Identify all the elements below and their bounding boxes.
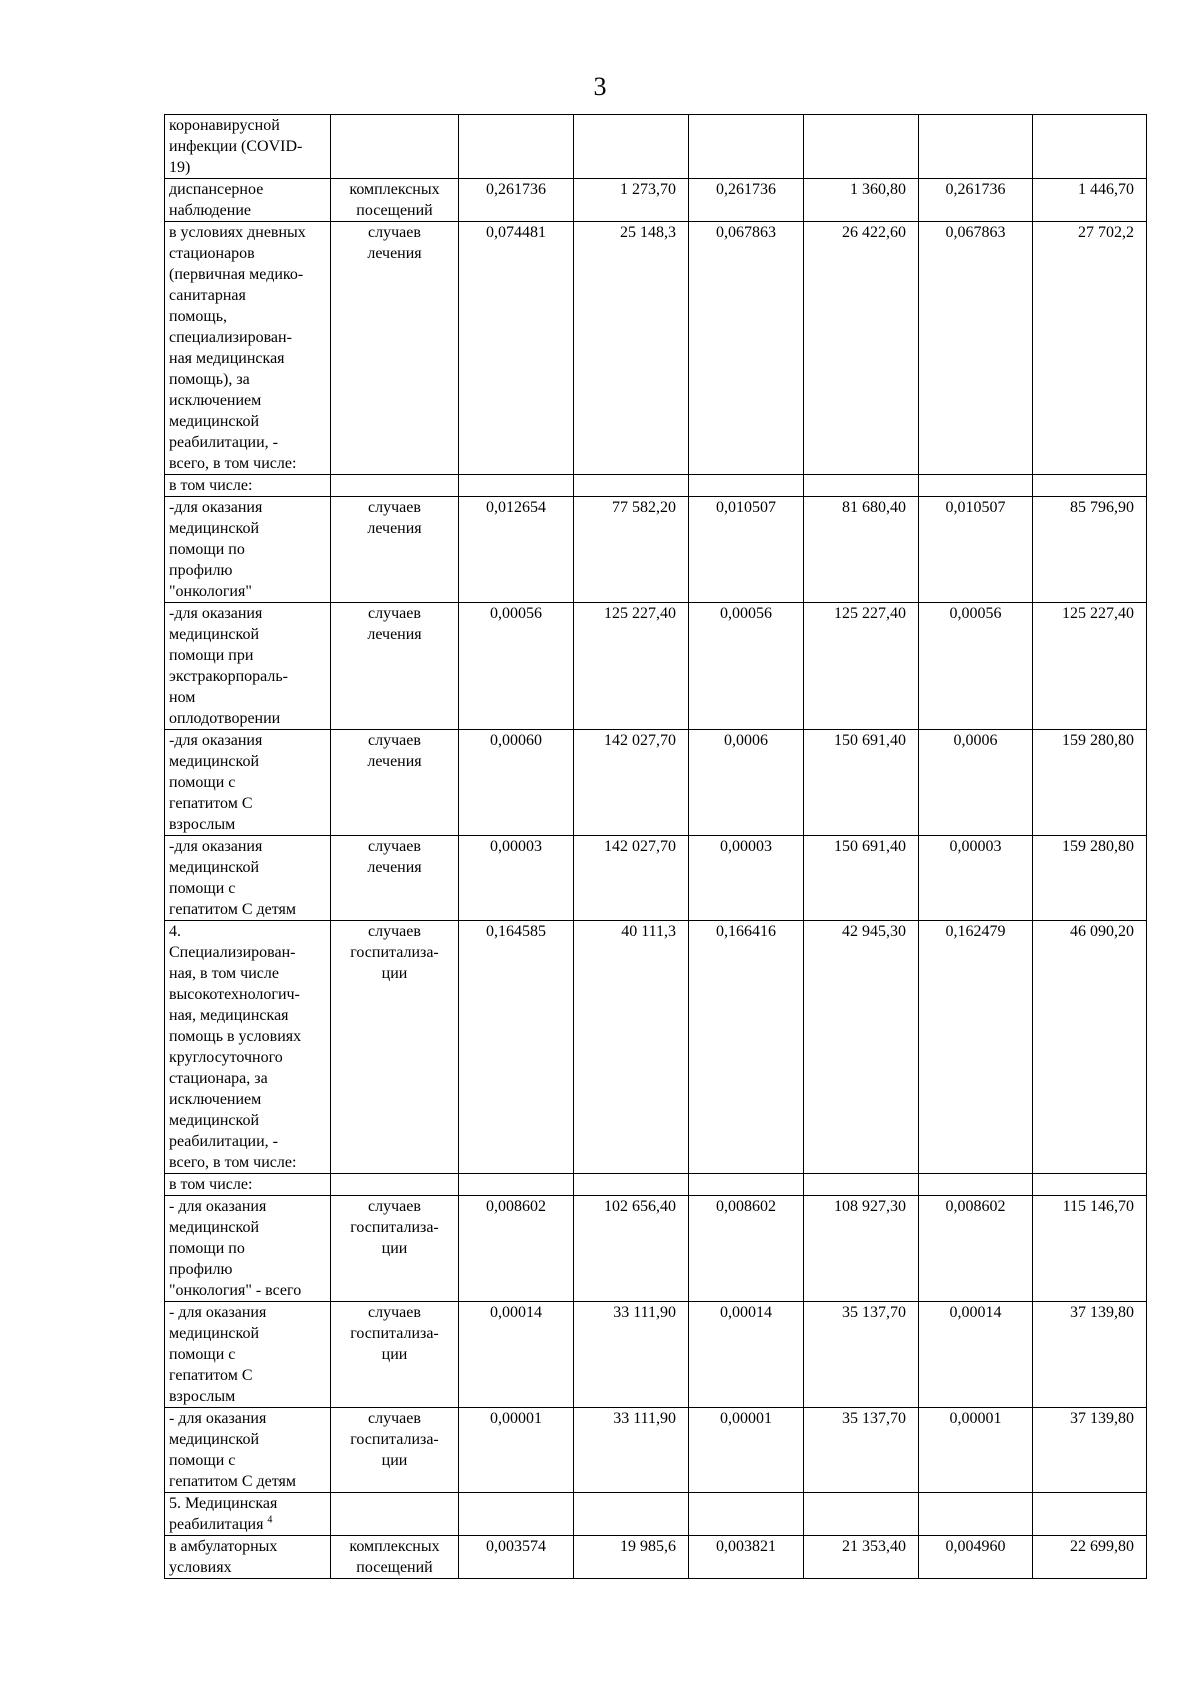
- value-cell: [1033, 1174, 1147, 1196]
- value-text: 42 945,30: [842, 923, 906, 940]
- value-cell: [459, 1408, 574, 1493]
- value-cell: [459, 475, 574, 497]
- value-cell: [804, 115, 919, 179]
- row-name: - для оказания медицинской помощи с гепатитом С взрослым: [169, 1304, 267, 1405]
- row-name: 4. Специализирован- ная, в том числе высокотехнологич- ная, медицинская помощь в условиях круглосуточного стационара, за исключением медицинской реабилитации, - всего, в том числе:: [169, 923, 302, 1171]
- value-text: 0,0006: [724, 732, 768, 749]
- value-cell: [689, 115, 804, 179]
- value-cell: [919, 1493, 1033, 1536]
- value-text: 115 146,70: [1062, 1198, 1134, 1215]
- value-text: 0,010507: [716, 499, 776, 516]
- row-unit-cell: [331, 836, 459, 921]
- value-cell: [689, 836, 804, 921]
- row-name-cell: [165, 1536, 331, 1579]
- table-row: [165, 475, 1147, 497]
- row-unit: случаев лечения: [367, 732, 422, 770]
- row-name: -для оказания медицинской помощи с гепатитом С детям: [169, 838, 297, 918]
- value-text: 0,00001: [949, 1410, 1002, 1427]
- row-unit-cell: [331, 1493, 459, 1536]
- value-cell: [1033, 115, 1147, 179]
- value-text: 0,004960: [945, 1538, 1006, 1555]
- value-text: 0,008602: [716, 1198, 776, 1215]
- row-unit-cell: [331, 475, 459, 497]
- value-cell: [1033, 497, 1147, 603]
- value-cell: [689, 222, 804, 475]
- row-unit-cell: [331, 1536, 459, 1579]
- value-text: 0,164585: [486, 923, 546, 940]
- value-cell: [459, 1493, 574, 1536]
- value-cell: [689, 921, 804, 1174]
- table-row: [165, 921, 1147, 1174]
- row-name-cell: [165, 730, 331, 836]
- value-cell: [574, 179, 689, 222]
- row-unit: случаев лечения: [367, 605, 422, 643]
- value-cell: [459, 603, 574, 730]
- value-cell: [574, 1493, 689, 1536]
- value-text: 26 422,60: [842, 224, 906, 241]
- data-table: [164, 114, 1147, 1579]
- value-cell: [574, 1196, 689, 1302]
- value-cell: [574, 222, 689, 475]
- value-text: 0,00014: [720, 1304, 772, 1321]
- value-text: 21 353,40: [842, 1538, 906, 1555]
- value-text: 0,003821: [716, 1538, 776, 1555]
- row-name-cell: [165, 1493, 331, 1536]
- value-cell: [459, 1174, 574, 1196]
- row-unit-cell: [331, 1174, 459, 1196]
- value-text: 0,003574: [486, 1538, 546, 1555]
- value-text: 0,00003: [949, 838, 1002, 855]
- row-name-cell: [165, 1174, 331, 1196]
- value-cell: [1033, 921, 1147, 1174]
- row-unit-cell: [331, 730, 459, 836]
- value-cell: [1033, 603, 1147, 730]
- value-cell: [804, 475, 919, 497]
- table-row: [165, 222, 1147, 475]
- value-cell: [574, 1408, 689, 1493]
- value-cell: [689, 730, 804, 836]
- value-text: 19 985,6: [620, 1538, 676, 1555]
- value-cell: [1033, 1536, 1147, 1579]
- value-cell: [689, 1174, 804, 1196]
- row-unit-cell: [331, 222, 459, 475]
- value-cell: [804, 497, 919, 603]
- value-cell: [919, 1196, 1033, 1302]
- value-cell: [689, 1408, 804, 1493]
- value-cell: [1033, 1493, 1147, 1536]
- value-text: 1 360,80: [850, 181, 906, 198]
- value-text: 142 027,70: [604, 838, 676, 855]
- table-row: [165, 1196, 1147, 1302]
- value-text: 142 027,70: [604, 732, 676, 749]
- row-unit-cell: [331, 497, 459, 603]
- value-text: 0,00014: [949, 1304, 1002, 1321]
- value-cell: [1033, 1302, 1147, 1408]
- value-text: 37 139,80: [1070, 1304, 1134, 1321]
- value-text: 0,261736: [945, 181, 1006, 198]
- value-cell: [574, 497, 689, 603]
- value-text: 0,074481: [486, 224, 546, 241]
- value-cell: [919, 222, 1033, 475]
- row-name: в условиях дневных стационаров (первичная медико- санитарная помощь, специализирован- ная медицинская помощь), за исключением медицинской реабилитации, - всего, в том числе:: [169, 224, 306, 472]
- value-text: 0,00001: [720, 1410, 772, 1427]
- row-unit: случаев госпитализа- ции: [350, 1410, 439, 1469]
- value-text: 0,008602: [945, 1198, 1006, 1215]
- row-unit: случаев лечения: [367, 224, 422, 262]
- value-text: 33 111,90: [613, 1304, 676, 1321]
- value-cell: [689, 1196, 804, 1302]
- value-cell: [1033, 179, 1147, 222]
- row-name-cell: [165, 222, 331, 475]
- value-cell: [919, 921, 1033, 1174]
- value-cell: [919, 497, 1033, 603]
- value-text: 22 699,80: [1070, 1538, 1134, 1555]
- value-cell: [1033, 730, 1147, 836]
- value-cell: [804, 179, 919, 222]
- value-cell: [804, 1196, 919, 1302]
- row-unit: случаев госпитализа- ции: [350, 1304, 439, 1363]
- value-cell: [919, 1536, 1033, 1579]
- table-row: [165, 115, 1147, 179]
- value-text: 0,261736: [716, 181, 776, 198]
- value-cell: [689, 603, 804, 730]
- table-row: [165, 1493, 1147, 1536]
- row-unit-cell: [331, 179, 459, 222]
- row-unit-cell: [331, 115, 459, 179]
- value-text: 40 111,3: [621, 923, 676, 940]
- value-text: 0,00060: [490, 732, 542, 749]
- value-cell: [1033, 222, 1147, 475]
- value-cell: [574, 921, 689, 1174]
- value-cell: [689, 179, 804, 222]
- value-cell: [689, 497, 804, 603]
- value-cell: [459, 921, 574, 1174]
- value-text: 27 702,2: [1078, 224, 1134, 241]
- row-name-cell: [165, 836, 331, 921]
- value-text: 0,00001: [490, 1410, 542, 1427]
- value-cell: [919, 1302, 1033, 1408]
- value-cell: [919, 1408, 1033, 1493]
- value-text: 0,00014: [490, 1304, 542, 1321]
- value-cell: [919, 603, 1033, 730]
- table-row: [165, 1536, 1147, 1579]
- value-cell: [574, 1302, 689, 1408]
- value-text: 159 280,80: [1062, 838, 1134, 855]
- value-text: 35 137,70: [842, 1304, 906, 1321]
- value-cell: [1033, 1408, 1147, 1493]
- row-name: -для оказания медицинской помощи с гепатитом С взрослым: [169, 732, 263, 833]
- value-cell: [919, 475, 1033, 497]
- value-text: 108 927,30: [834, 1198, 906, 1215]
- value-text: 77 582,20: [612, 499, 676, 516]
- row-name-cell: [165, 179, 331, 222]
- row-unit: случаев лечения: [367, 499, 422, 537]
- value-cell: [574, 1174, 689, 1196]
- value-text: 0,00056: [720, 605, 772, 622]
- row-unit-cell: [331, 1302, 459, 1408]
- value-text: 0,00056: [949, 605, 1002, 622]
- value-text: 150 691,40: [834, 838, 906, 855]
- page-number: 3: [593, 72, 607, 101]
- footnote-marker: 4: [267, 1514, 273, 1526]
- value-cell: [804, 1536, 919, 1579]
- value-text: 0,00003: [490, 838, 542, 855]
- table-row: [165, 730, 1147, 836]
- value-cell: [804, 730, 919, 836]
- row-unit-cell: [331, 603, 459, 730]
- value-cell: [459, 836, 574, 921]
- value-cell: [574, 603, 689, 730]
- value-cell: [574, 475, 689, 497]
- value-text: 1 273,70: [620, 181, 676, 198]
- value-cell: [459, 730, 574, 836]
- row-name: в том числе:: [169, 1176, 253, 1193]
- row-unit: случаев госпитализа- ции: [350, 923, 439, 982]
- value-text: 125 227,40: [834, 605, 906, 622]
- value-text: 159 280,80: [1062, 732, 1134, 749]
- value-cell: [459, 179, 574, 222]
- row-name: 5. Медицинская реабилитация: [169, 1495, 278, 1533]
- value-cell: [689, 1493, 804, 1536]
- row-name-cell: [165, 1196, 331, 1302]
- value-text: 33 111,90: [613, 1410, 676, 1427]
- row-name: в том числе:: [169, 477, 253, 494]
- value-cell: [459, 222, 574, 475]
- value-text: 46 090,20: [1070, 923, 1134, 940]
- value-cell: [574, 730, 689, 836]
- value-cell: [1033, 836, 1147, 921]
- row-name-cell: [165, 1302, 331, 1408]
- row-name: в амбулаторных условиях: [169, 1538, 278, 1576]
- row-name: коронавирусной инфекции (COVID- 19): [169, 117, 303, 176]
- value-text: 0,162479: [945, 923, 1006, 940]
- row-name-cell: [165, 497, 331, 603]
- row-name-cell: [165, 115, 331, 179]
- value-cell: [459, 1196, 574, 1302]
- value-cell: [804, 222, 919, 475]
- value-cell: [804, 1408, 919, 1493]
- value-text: 125 227,40: [604, 605, 676, 622]
- row-name-cell: [165, 1408, 331, 1493]
- value-text: 0,261736: [486, 181, 546, 198]
- value-cell: [804, 921, 919, 1174]
- row-unit: комплексных посещений: [349, 1538, 440, 1576]
- table-body: [165, 115, 1147, 1579]
- value-cell: [574, 1536, 689, 1579]
- value-text: 25 148,3: [620, 224, 676, 241]
- value-cell: [919, 730, 1033, 836]
- value-text: 0,010507: [945, 499, 1006, 516]
- value-text: 85 796,90: [1070, 499, 1134, 516]
- row-name-cell: [165, 475, 331, 497]
- row-unit: случаев лечения: [367, 838, 422, 876]
- value-text: 0,0006: [953, 732, 998, 749]
- row-name: -для оказания медицинской помощи при экстракорпораль- ном оплодотворении: [169, 605, 289, 727]
- value-text: 81 680,40: [842, 499, 906, 516]
- value-text: 0,067863: [716, 224, 776, 241]
- value-cell: [689, 475, 804, 497]
- value-cell: [689, 1302, 804, 1408]
- table-row: [165, 179, 1147, 222]
- value-cell: [1033, 475, 1147, 497]
- table-row: [165, 836, 1147, 921]
- value-text: 0,00056: [490, 605, 542, 622]
- value-cell: [804, 1302, 919, 1408]
- value-text: 0,00003: [720, 838, 772, 855]
- value-text: 125 227,40: [1062, 605, 1134, 622]
- value-text: 35 137,70: [842, 1410, 906, 1427]
- row-name: диспансерное наблюдение: [169, 181, 264, 219]
- value-text: 0,008602: [486, 1198, 546, 1215]
- row-name-cell: [165, 921, 331, 1174]
- value-text: 0,067863: [945, 224, 1006, 241]
- value-cell: [804, 603, 919, 730]
- value-cell: [459, 115, 574, 179]
- value-cell: [804, 1493, 919, 1536]
- value-text: 0,166416: [716, 923, 776, 940]
- value-cell: [689, 1536, 804, 1579]
- table-row: [165, 603, 1147, 730]
- value-cell: [919, 836, 1033, 921]
- row-name: -для оказания медицинской помощи по профилю "онкология": [169, 499, 263, 600]
- value-cell: [804, 836, 919, 921]
- table-row: [165, 497, 1147, 603]
- row-unit-cell: [331, 921, 459, 1174]
- row-name: - для оказания медицинской помощи с гепатитом С детям: [169, 1410, 297, 1490]
- value-cell: [919, 179, 1033, 222]
- row-unit-cell: [331, 1196, 459, 1302]
- value-cell: [1033, 1196, 1147, 1302]
- value-cell: [459, 1302, 574, 1408]
- table-row: [165, 1302, 1147, 1408]
- value-cell: [459, 497, 574, 603]
- table-row: [165, 1174, 1147, 1196]
- value-text: 37 139,80: [1070, 1410, 1134, 1427]
- row-unit-cell: [331, 1408, 459, 1493]
- value-text: 102 656,40: [604, 1198, 676, 1215]
- value-cell: [919, 115, 1033, 179]
- row-name: - для оказания медицинской помощи по профилю "онкология" - всего: [169, 1198, 302, 1299]
- value-text: 150 691,40: [834, 732, 906, 749]
- value-cell: [574, 836, 689, 921]
- value-cell: [919, 1174, 1033, 1196]
- row-unit: комплексных посещений: [349, 181, 440, 219]
- table-row: [165, 1408, 1147, 1493]
- value-text: 0,012654: [486, 499, 546, 516]
- row-name-cell: [165, 603, 331, 730]
- value-cell: [459, 1536, 574, 1579]
- value-cell: [804, 1174, 919, 1196]
- row-unit: случаев госпитализа- ции: [350, 1198, 439, 1257]
- value-text: 1 446,70: [1078, 181, 1134, 198]
- value-cell: [574, 115, 689, 179]
